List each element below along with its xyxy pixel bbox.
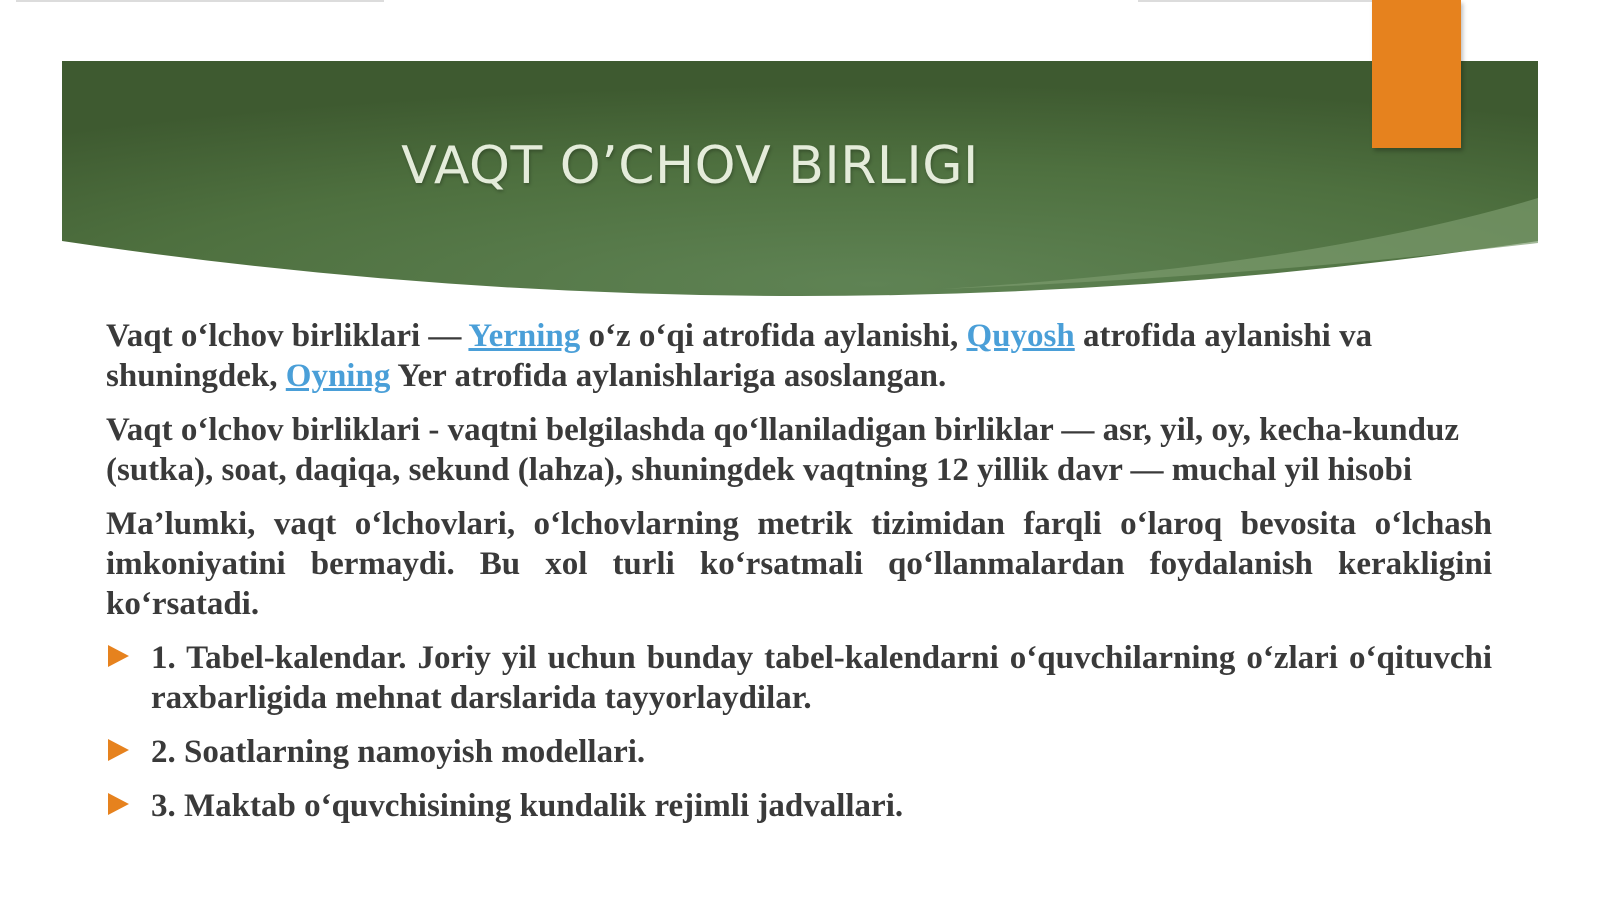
paragraph-intro-text-1: Vaqt o‘lchov birliklari — xyxy=(106,318,469,354)
link-yerning[interactable]: Yerning xyxy=(468,318,581,354)
bullet-item xyxy=(106,638,1492,718)
bullet-item xyxy=(106,732,1492,772)
slide-title: VAQT O’CHOV BIRLIGI xyxy=(401,136,979,196)
slide-body xyxy=(106,316,1492,840)
paragraph-measurement: Ma’lumki, vaqt o‘lchovlari, o‘lchovlarning metrik tizimidan farqli o‘laroq bevosita o‘lchash imkoniyatini bermaydi. Bu xol turli ko‘rsatmali qo‘llanmalardan foydalanish kerakligini ko‘rsatadi. xyxy=(106,506,1492,622)
orange-triangle-bullet-icon xyxy=(108,793,129,815)
top-rule-left xyxy=(16,0,384,2)
paragraph-intro-text-2: o‘z o‘qi atrofida aylanishi, xyxy=(580,318,967,354)
paragraph-intro-text-4: Yer atrofida aylanishlariga asoslangan. xyxy=(390,358,947,394)
orange-triangle-bullet-icon xyxy=(108,645,129,667)
bullet-list xyxy=(106,638,1492,826)
bullet-item xyxy=(106,786,1492,826)
bullet-text: 3. Maktab o‘quvchisining kundalik rejimli jadvallari. xyxy=(151,788,904,824)
orange-accent-tab xyxy=(1372,0,1461,148)
paragraph-units: Vaqt o‘lchov birliklari - vaqtni belgilashda qo‘llaniladigan birliklar — asr, yil, oy, kecha-kunduz (sutka), soat, daqiqa, sekund (lahza), shuningdek vaqtning 12 yillik davr — muchal yil hisobi xyxy=(106,412,1459,488)
bullet-text: 1. Tabel-kalendar. Joriy yil uchun bunday tabel-kalendarni o‘quvchilarning o‘zlari o‘qituvchi raxbarligida mehnat darslarida tayyorlaydilar. xyxy=(151,640,1492,716)
link-quyosh[interactable]: Quyosh xyxy=(966,318,1075,354)
top-rule-right xyxy=(1138,0,1378,2)
link-oyning[interactable]: Oyning xyxy=(285,358,391,394)
orange-triangle-bullet-icon xyxy=(108,739,129,761)
paragraph-intro xyxy=(106,316,1492,396)
paragraph-intro-text-3: atrofida aylanishi va shuningdek, xyxy=(106,318,1373,394)
bullet-text: 2. Soatlarning namoyish modellari. xyxy=(151,734,646,770)
